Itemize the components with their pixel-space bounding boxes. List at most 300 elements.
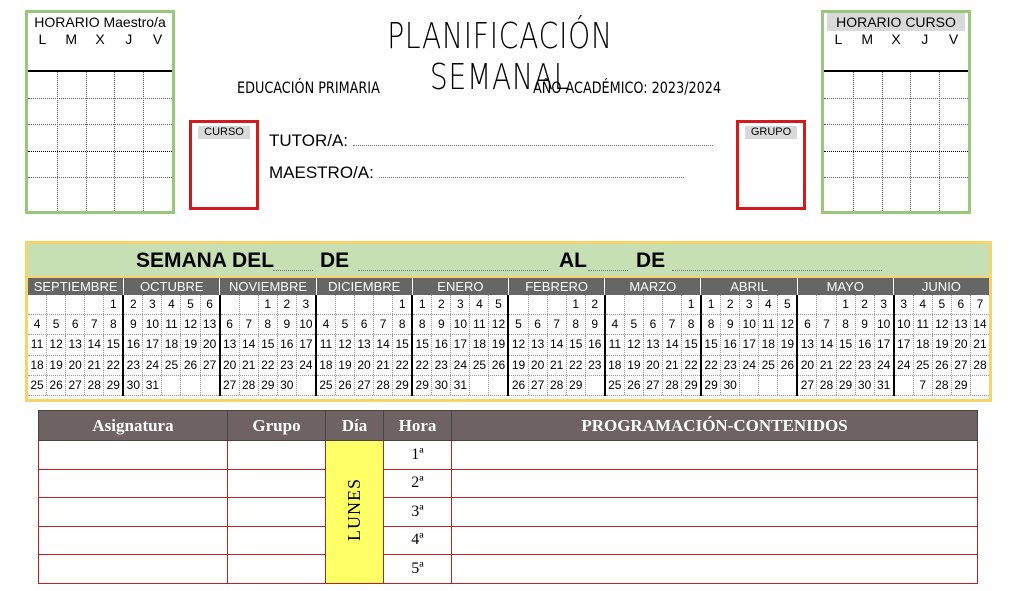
day-cell: 17 — [296, 335, 315, 354]
day-cell: 3 — [900, 297, 908, 311]
day-cell: 5 — [180, 295, 199, 314]
semana-del-blank[interactable] — [273, 258, 313, 271]
day-cell: 23 — [126, 357, 140, 372]
day-cell: 2 — [585, 295, 604, 314]
day-cell — [624, 295, 643, 314]
day-cell: 1 — [681, 295, 700, 314]
day-cell: 5 — [488, 295, 507, 314]
day-cell: 26 — [46, 376, 65, 395]
day-cell — [46, 295, 65, 314]
day-cell: 12 — [180, 315, 199, 334]
day-cell — [180, 376, 199, 395]
day-cell: 17 — [450, 335, 469, 354]
day-cell: 13 — [65, 335, 84, 354]
week-row — [895, 356, 989, 376]
day-cell — [585, 376, 604, 395]
tutor-field[interactable] — [269, 131, 713, 151]
month-column — [509, 295, 605, 396]
day-cell: 24 — [450, 356, 469, 375]
grupo-cell[interactable] — [228, 469, 326, 498]
day-cell: 25 — [913, 356, 932, 375]
day-cell: 5 — [46, 315, 65, 334]
day-cell: 21 — [662, 356, 681, 375]
day-cell: 21 — [84, 356, 103, 375]
table-row — [39, 469, 978, 498]
day-cell — [606, 295, 624, 314]
day-cell: 30 — [720, 376, 739, 395]
day-cell: 8 — [392, 315, 411, 334]
day-cell: 28 — [816, 376, 835, 395]
day-cell: 17 — [142, 335, 161, 354]
day-cell — [547, 295, 566, 314]
day-cell: 31 — [142, 376, 161, 395]
day-cell: 22 — [258, 356, 277, 375]
week-row — [895, 315, 989, 335]
day-cell — [373, 295, 392, 314]
programacion-table — [38, 410, 978, 584]
semana-al-label: AL — [559, 249, 587, 272]
hora-cell: 4ª — [384, 526, 452, 555]
day-cell: 29 — [103, 376, 122, 395]
maestro-field[interactable] — [269, 163, 684, 183]
day-cell: 25 — [161, 356, 180, 375]
day-cell: 1 — [418, 297, 426, 311]
contenidos-cell[interactable] — [452, 526, 978, 555]
day-cell — [335, 295, 354, 314]
week-row — [124, 376, 218, 396]
semana-de2-label: DE — [636, 249, 666, 272]
calendar-days — [28, 295, 989, 396]
day-cell: 22 — [392, 356, 411, 375]
education-level: EDUCACIÓN PRIMARIA — [237, 78, 380, 97]
asignatura-cell[interactable] — [39, 526, 228, 555]
day-cell: 11 — [469, 315, 488, 334]
day-cell: 15 — [258, 335, 277, 354]
week-row — [895, 376, 989, 396]
day-l: L — [834, 31, 843, 47]
semana-de1-blank[interactable] — [358, 258, 548, 271]
table-row — [39, 441, 978, 470]
day-cell: 17 — [739, 335, 758, 354]
asignatura-cell[interactable] — [39, 469, 228, 498]
day-cell: 16 — [855, 335, 874, 354]
day-cell: 25 — [758, 356, 777, 375]
day-cell: 24 — [739, 356, 758, 375]
hora-cell: 2ª — [384, 469, 452, 498]
month-column — [895, 295, 989, 396]
day-cell: 12 — [335, 335, 354, 354]
grid-divider — [910, 72, 911, 211]
page-title: PLANIFICACIÓN SEMANAL — [387, 16, 613, 98]
day-cell: 1 — [258, 295, 277, 314]
week-row — [317, 356, 411, 376]
day-cell: 13 — [951, 315, 970, 334]
month-column — [702, 295, 798, 396]
day-cell: 1 — [836, 295, 855, 314]
day-cell: 15 — [103, 335, 122, 354]
day-cell: 9 — [277, 315, 296, 334]
table-row — [39, 555, 978, 584]
day-cell: 24 — [296, 356, 315, 375]
asignatura-cell[interactable] — [39, 498, 228, 527]
week-row — [798, 335, 892, 355]
week-row — [28, 315, 122, 335]
month-column — [413, 295, 509, 396]
week-row — [28, 335, 122, 355]
grupo-label: GRUPO — [745, 126, 797, 139]
day-cell: 24 — [142, 356, 161, 375]
grupo-box[interactable] — [736, 120, 806, 210]
day-cell: 22 — [704, 357, 718, 372]
week-row — [509, 335, 603, 355]
day-cell: 29 — [704, 377, 718, 392]
day-cell: 21 — [816, 356, 835, 375]
day-cell: 20 — [951, 335, 970, 354]
month-header: FEBRERO — [508, 278, 604, 295]
day-cell: 7 — [970, 295, 989, 314]
day-cell: 6 — [354, 315, 373, 334]
day-cell: 3 — [874, 295, 893, 314]
day-cell: 5 — [624, 315, 643, 334]
day-cell — [239, 295, 258, 314]
day-x: X — [891, 31, 901, 47]
header-grupo: Grupo — [228, 411, 326, 441]
day-cell — [469, 376, 488, 395]
week-row — [413, 356, 507, 376]
day-cell: 8 — [707, 317, 715, 332]
day-cell — [662, 295, 681, 314]
day-cell: 29 — [951, 376, 970, 395]
day-x: X — [95, 31, 105, 47]
day-cell: 28 — [373, 376, 392, 395]
dia-cell — [326, 441, 384, 584]
day-cell: 28 — [84, 376, 103, 395]
day-cell: 1 — [392, 295, 411, 314]
day-cell: 28 — [662, 376, 681, 395]
day-cell: 29 — [258, 376, 277, 395]
day-cell: 13 — [200, 315, 219, 334]
day-cell: 31 — [874, 376, 893, 395]
week-row — [606, 335, 700, 355]
day-cell: 19 — [932, 335, 951, 354]
day-cell: 25 — [469, 356, 488, 375]
day-cell: 18 — [469, 335, 488, 354]
day-cell: 25 — [608, 377, 622, 392]
horario-curso-days — [824, 31, 968, 51]
day-cell: 18 — [758, 335, 777, 354]
day-cell: 7 — [239, 315, 258, 334]
week-row — [606, 295, 700, 315]
day-cell: 22 — [566, 356, 585, 375]
day-j: J — [921, 31, 929, 47]
tutor-dotted-line — [353, 133, 713, 146]
day-cell: 16 — [585, 335, 604, 354]
day-cell — [65, 295, 84, 314]
day-cell: 9 — [431, 315, 450, 334]
day-cell: 2 — [720, 295, 739, 314]
day-cell: 9 — [585, 315, 604, 334]
month-header: DICIEMBRE — [316, 278, 412, 295]
week-row — [606, 356, 700, 376]
horario-maestro-days — [28, 31, 172, 51]
day-cell: 3 — [739, 295, 758, 314]
hora-cell: 1ª — [384, 441, 452, 470]
day-cell: 16 — [720, 335, 739, 354]
day-cell: 8 — [681, 315, 700, 334]
week-row — [221, 335, 315, 355]
day-cell: 26 — [777, 356, 796, 375]
day-cell: 16 — [431, 335, 450, 354]
month-header: MAYO — [797, 278, 893, 295]
day-cell: 26 — [624, 376, 643, 395]
day-cell: 12 — [932, 315, 951, 334]
day-m: M — [861, 31, 874, 47]
day-cell — [161, 376, 180, 395]
grid-divider — [882, 72, 883, 211]
month-header: NOVIEMBRE — [219, 278, 315, 295]
day-v: V — [152, 31, 163, 47]
day-cell: 28 — [547, 376, 566, 395]
grupo-cell[interactable] — [228, 441, 326, 470]
horario-curso-box — [821, 10, 971, 214]
asignatura-cell[interactable] — [39, 441, 228, 470]
grupo-cell[interactable] — [228, 498, 326, 527]
day-cell: 7 — [662, 315, 681, 334]
day-cell: 14 — [662, 335, 681, 354]
month-header: OCTUBRE — [123, 278, 219, 295]
day-cell: 14 — [373, 335, 392, 354]
day-cell: 3 — [450, 295, 469, 314]
week-row — [317, 295, 411, 315]
day-cell: 2 — [855, 295, 874, 314]
day-cell — [84, 295, 103, 314]
day-cell: 22 — [681, 356, 700, 375]
day-cell: 9 — [855, 315, 874, 334]
day-cell: 20 — [222, 357, 237, 372]
maestro-label: MAESTRO/A: — [269, 163, 374, 182]
week-row — [509, 315, 603, 335]
day-cell: 29 — [392, 376, 411, 395]
day-cell: 18 — [319, 357, 333, 372]
day-cell: 24 — [897, 357, 911, 372]
day-cell: 27 — [800, 377, 815, 392]
month-header: MARZO — [604, 278, 700, 295]
day-cell: 30 — [277, 376, 296, 395]
week-row — [798, 295, 892, 315]
day-cell: 12 — [511, 337, 526, 352]
day-cell: 3 — [296, 295, 315, 314]
day-m: M — [65, 31, 78, 47]
semana-de2-blank[interactable] — [672, 258, 882, 271]
day-cell — [895, 376, 913, 395]
week-row — [509, 295, 603, 315]
semana-al-blank[interactable] — [588, 258, 628, 271]
contenidos-cell[interactable] — [452, 555, 978, 584]
day-cell: 22 — [415, 357, 429, 372]
table-row — [39, 498, 978, 527]
day-cell: 27 — [65, 376, 84, 395]
day-cell: 4 — [611, 317, 619, 332]
grid-divider — [853, 72, 854, 211]
table-row — [39, 526, 978, 555]
day-cell: 30 — [431, 376, 450, 395]
horario-maestro-title: HORARIO Maestro/a — [34, 14, 166, 30]
hora-cell: 3ª — [384, 498, 452, 527]
day-cell: 21 — [239, 356, 258, 375]
day-cell: 8 — [103, 315, 122, 334]
day-cell: 6 — [528, 315, 547, 334]
day-cell: 27 — [528, 376, 547, 395]
day-cell: 6 — [643, 315, 662, 334]
day-cell: 4 — [469, 295, 488, 314]
month-header: JUNIO — [893, 278, 989, 295]
day-cell — [296, 376, 315, 395]
curso-box[interactable] — [189, 120, 259, 210]
grupo-cell[interactable] — [228, 526, 326, 555]
day-cell: 19 — [180, 335, 199, 354]
day-cell: 6 — [951, 295, 970, 314]
horario-maestro-box — [25, 10, 175, 214]
day-cell: 19 — [46, 356, 65, 375]
grid-divider — [939, 72, 940, 211]
month-header: ABRIL — [700, 278, 796, 295]
day-cell — [758, 376, 777, 395]
day-cell: 8 — [418, 317, 426, 332]
horario-maestro-grid — [28, 70, 172, 211]
asignatura-cell[interactable] — [39, 555, 228, 584]
day-cell: 10 — [450, 315, 469, 334]
day-cell: 13 — [528, 335, 547, 354]
day-cell — [488, 376, 507, 395]
grid-divider — [114, 72, 115, 211]
day-cell: 3 — [142, 295, 161, 314]
day-cell: 13 — [643, 335, 662, 354]
day-cell: 2 — [431, 295, 450, 314]
day-cell — [528, 295, 547, 314]
day-cell: 20 — [200, 335, 219, 354]
week-row — [413, 335, 507, 355]
day-cell: 27 — [222, 377, 237, 392]
day-cell: 10 — [897, 317, 911, 332]
day-cell: 29 — [681, 376, 700, 395]
month-column — [28, 295, 124, 396]
week-row — [798, 315, 892, 335]
day-cell: 15 — [415, 337, 429, 352]
day-cell: 19 — [777, 335, 796, 354]
week-row — [606, 376, 700, 396]
day-cell: 19 — [488, 335, 507, 354]
month-header: SEPTIEMBRE — [28, 278, 123, 295]
day-cell: 10 — [296, 315, 315, 334]
day-cell: 30 — [855, 376, 874, 395]
day-cell: 27 — [951, 356, 970, 375]
day-cell — [317, 295, 335, 314]
week-row — [702, 376, 796, 396]
day-cell: 21 — [970, 335, 989, 354]
day-cell: 11 — [608, 337, 622, 352]
day-cell: 1 — [103, 295, 122, 314]
week-row — [124, 335, 218, 355]
week-row — [28, 376, 122, 396]
day-cell: 17 — [874, 335, 893, 354]
week-row — [702, 315, 796, 335]
grupo-cell[interactable] — [228, 555, 326, 584]
day-cell: 14 — [816, 335, 835, 354]
week-row — [509, 376, 603, 396]
week-row — [124, 356, 218, 376]
day-cell: 23 — [855, 356, 874, 375]
day-cell — [221, 295, 239, 314]
day-cell: 14 — [239, 335, 258, 354]
day-cell: 7 — [373, 315, 392, 334]
grid-divider — [86, 72, 87, 211]
day-cell: 18 — [30, 357, 44, 372]
day-cell: 5 — [335, 315, 354, 334]
day-cell: 7 — [84, 315, 103, 334]
day-cell: 7 — [547, 315, 566, 334]
week-row — [413, 376, 507, 396]
day-cell: 21 — [547, 356, 566, 375]
day-cell: 1 — [566, 295, 585, 314]
day-cell: 6 — [804, 317, 811, 332]
week-row — [413, 315, 507, 335]
contenidos-cell[interactable] — [452, 441, 978, 470]
day-cell: 30 — [126, 377, 140, 392]
semana-de1-label: DE — [320, 249, 350, 272]
day-cell: 5 — [932, 295, 951, 314]
contenidos-cell[interactable] — [452, 469, 978, 498]
day-cell: 6 — [226, 317, 233, 332]
day-cell — [643, 295, 662, 314]
day-cell: 8 — [566, 315, 585, 334]
day-cell: 15 — [836, 335, 855, 354]
week-row — [28, 295, 122, 315]
academic-year: AÑO ACADÉMICO: 2023/2024 — [533, 78, 722, 97]
day-cell: 4 — [161, 295, 180, 314]
grid-divider — [57, 72, 58, 211]
horario-curso-title: HORARIO CURSO — [827, 13, 965, 31]
day-v: V — [948, 31, 959, 47]
day-cell: 23 — [585, 356, 604, 375]
day-cell: 18 — [608, 357, 622, 372]
header-hora: Hora — [384, 411, 452, 441]
dia-label: LUNES — [344, 477, 364, 541]
day-cell: 2 — [277, 295, 296, 314]
week-row — [317, 335, 411, 355]
header-programacion: PROGRAMACIÓN-CONTENIDOS — [452, 411, 978, 441]
day-cell: 16 — [126, 337, 140, 352]
day-cell: 7 — [816, 315, 835, 334]
contenidos-cell[interactable] — [452, 498, 978, 527]
day-cell: 5 — [777, 295, 796, 314]
month-column — [317, 295, 413, 396]
day-cell: 12 — [777, 315, 796, 334]
calendar-panel — [25, 241, 992, 402]
day-cell: 26 — [932, 356, 951, 375]
day-cell: 20 — [65, 356, 84, 375]
day-cell: 26 — [335, 376, 354, 395]
day-cell: 12 — [624, 335, 643, 354]
months-header — [28, 278, 989, 295]
week-row — [606, 315, 700, 335]
week-row — [221, 315, 315, 335]
day-cell: 19 — [624, 356, 643, 375]
day-cell: 20 — [800, 357, 815, 372]
day-cell: 29 — [836, 376, 855, 395]
day-cell: 11 — [161, 315, 180, 334]
day-cell: 12 — [46, 335, 65, 354]
day-cell: 28 — [239, 376, 258, 395]
